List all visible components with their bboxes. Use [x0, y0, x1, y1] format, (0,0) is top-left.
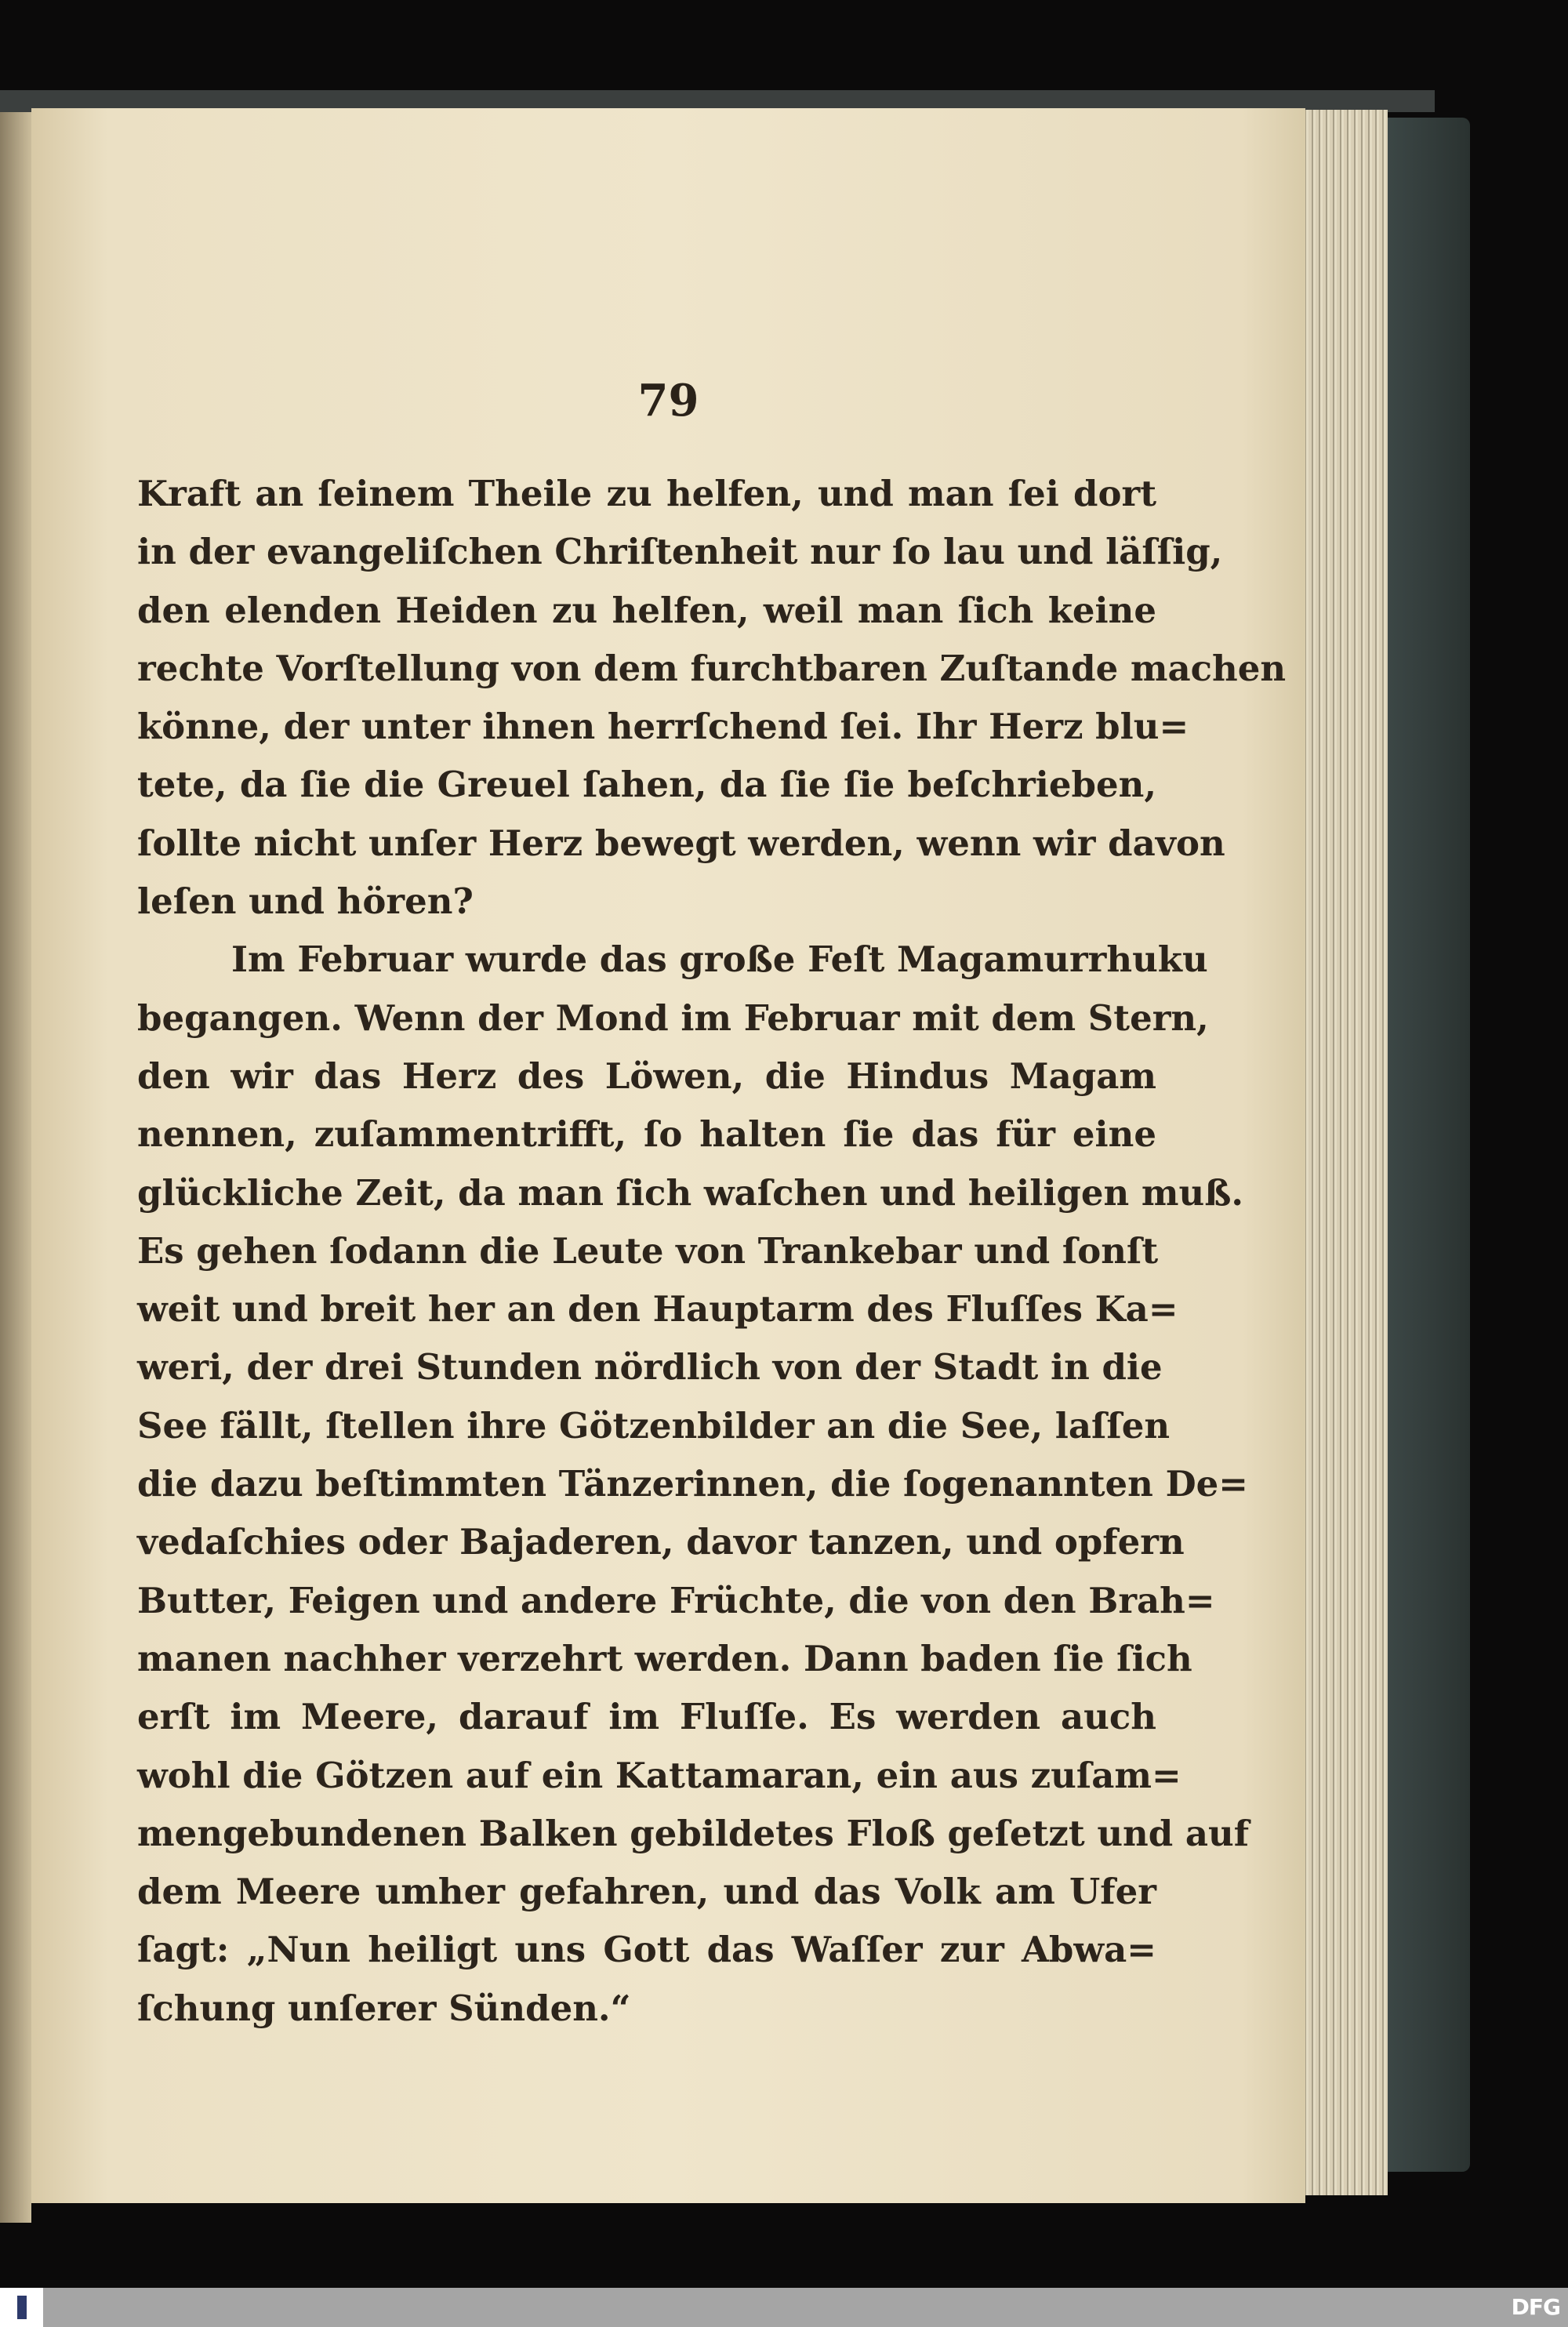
text-line: weit und breit her an den Hauptarm des Fluſſes Ka= [137, 1288, 1178, 1330]
text-line: weri, der drei Stunden nördlich von der Stadt in die [137, 1346, 1163, 1389]
page-number: 79 [637, 375, 699, 427]
text-line: Kraft an ſeinem Theile zu helfen, und man ſei dort [137, 473, 1156, 514]
text-line: ſagt: „Nun heiligt uns Gott das Waſſer zur Abwa= [137, 1929, 1156, 1971]
book-page [31, 108, 1305, 2203]
text-line: See fällt, ſtellen ihre Götzenbilder an die See, laſſen [137, 1404, 1171, 1447]
text-line: dem Meere umher gefahren, und das Volk am Ufer [137, 1871, 1156, 1913]
page-text [137, 465, 1287, 2038]
previous-page-edge [0, 106, 31, 2223]
text-line: vedaſchies oder Bajaderen, davor tanzen, und opfern [137, 1521, 1185, 1563]
text-line: die dazu beſtimmten Tänzerinnen, die ſogenannten De= [137, 1463, 1248, 1505]
text-line: den wir das Herz des Löwen, die Hindus Magam [137, 1055, 1156, 1097]
text-line: den elenden Heiden zu helfen, weil man ſich keine [137, 589, 1156, 631]
text-line: Butter, Feigen und andere Früchte, die von den Brah= [137, 1579, 1215, 1621]
text-line: Es gehen ſodann die Leute von Trankebar und ſonſt [137, 1229, 1159, 1272]
text-line: manen nachher verzehrt werden. Dann baden ſie ſich [137, 1637, 1192, 1679]
dfg-logo: DFG [1511, 2294, 1560, 2320]
text-line: mengebundenen Balken gebildetes Floß geſetzt und auf [137, 1812, 1250, 1854]
text-line: wohl die Götzen auf ein Kattamaran, ein aus zuſam= [137, 1754, 1181, 1796]
viewer-footer-bar [0, 2288, 1568, 2327]
text-line: nennen, zuſammentrifft, ſo halten ſie das für eine [137, 1113, 1156, 1156]
text-line: tete, da ſie die Greuel ſahen, da ſie ſie beſchrieben, [137, 764, 1156, 806]
text-line: ſollte nicht unſer Herz bewegt werden, wenn wir davon [137, 822, 1225, 864]
text-line: in der evangeliſchen Chriſtenheit nur ſo lau und läſſig, [137, 531, 1223, 573]
text-line: begangen. Wenn der Mond im Februar mit dem Stern, [137, 997, 1209, 1039]
text-line: erſt im Meere, darauf im Fluſſe. Es werden auch [137, 1696, 1156, 1738]
text-line: könne, der unter ihnen herrſchend ſei. Ihr Herz blu= [137, 706, 1189, 748]
text-line: Im Februar wurde das große Feſt Magamurrhuku [231, 938, 1208, 981]
text-line: rechte Vorſtellung von dem furchtbaren Zuſtande machen [137, 647, 1287, 689]
text-line: leſen und hören? [137, 880, 474, 923]
library-logo-icon [0, 2288, 43, 2327]
text-line: glückliche Zeit, da man ſich waſchen und heiligen muß. [137, 1171, 1244, 1214]
text-line: ſchung unſerer Sünden.“ [137, 1987, 631, 2029]
page-stack-edge [1301, 110, 1388, 2195]
